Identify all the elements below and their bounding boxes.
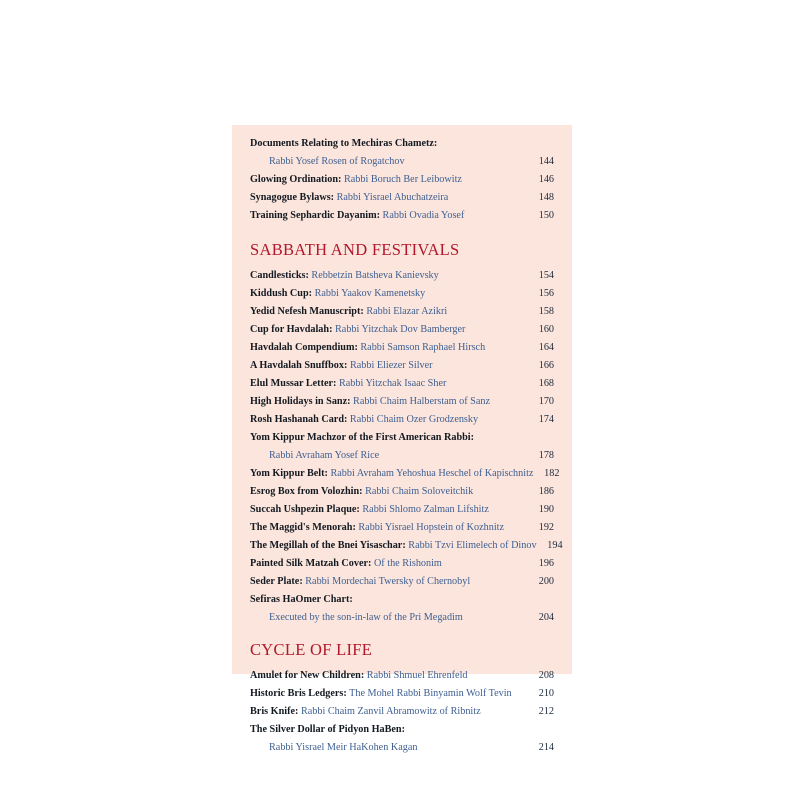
toc-entry-text	[250, 667, 528, 685]
toc-entry-text	[250, 321, 528, 339]
toc-entry-person: Rabbi Chaim Halberstam of Sanz	[353, 396, 490, 407]
toc-entry-text	[250, 483, 528, 501]
toc-entry	[250, 153, 554, 171]
toc-entry-person: Rabbi Boruch Ber Leibowitz	[343, 174, 462, 185]
toc-entry-page-number: 154	[538, 270, 554, 281]
toc-entry-person: Rabbi Shlomo Zalman Lifshitz	[362, 504, 489, 515]
toc-entry-person: Rabbi Tzvi Elimelech of Dinov	[408, 540, 537, 551]
toc-entry-title: Glowing Ordination:	[250, 174, 342, 185]
toc-entry-page-number: 214	[538, 742, 554, 753]
toc-entry-person: Rabbi Eliezer Silver	[349, 360, 433, 371]
toc-entry-page-number: 212	[538, 706, 554, 717]
toc-entry-person: Rabbi Ovadia Yosef	[382, 210, 465, 221]
toc-entry-person: Rebbetzin Batsheva Kanievsky	[311, 270, 439, 281]
toc-entry-page-number: 164	[538, 342, 554, 353]
toc-entry-page-number: 158	[538, 306, 554, 317]
toc-entry	[250, 411, 554, 429]
toc-entry-page-number: 190	[538, 504, 554, 515]
toc-entry	[250, 321, 554, 339]
toc-entry	[250, 171, 554, 189]
toc-entry-text	[250, 303, 528, 321]
toc-entry-person: Rabbi Yaakov Kamenetsky	[314, 288, 426, 299]
toc-entry-page-number: 200	[538, 576, 554, 587]
toc-entry-person: The Mohel Rabbi Binyamin Wolf Tevin	[349, 688, 512, 699]
toc-entry-page-number: 194	[547, 540, 563, 551]
toc-entry	[250, 537, 563, 555]
toc-entry-title: Bris Knife:	[250, 706, 299, 717]
toc-entry-page-number: 182	[544, 468, 560, 479]
toc-entry-title: High Holidays in Sanz:	[250, 396, 351, 407]
toc-entry-title: Succah Ushpezin Plaque:	[250, 504, 360, 515]
toc-entry-text	[250, 339, 528, 357]
toc-entry-title: The Maggid's Menorah:	[250, 522, 356, 533]
toc-entry-person: Rabbi Yisrael Hopstein of Kozhnitz	[358, 522, 505, 533]
toc-entry	[250, 591, 554, 609]
toc-entry	[250, 393, 554, 411]
section-heading: CYCLE OF LIFE	[250, 640, 373, 659]
book-page-scan	[232, 125, 572, 753]
toc-entry-person: Rabbi Elazar Azikri	[366, 306, 448, 317]
toc-entry-page-number: 210	[538, 688, 554, 699]
toc-entry-text	[250, 573, 528, 591]
toc-entry-text	[250, 739, 528, 757]
toc-entry-title: Synagogue Bylaws:	[250, 192, 335, 203]
toc-entry-person: Rabbi Yitzchak Dov Bamberger	[335, 324, 466, 335]
toc-entry-text	[250, 519, 528, 537]
toc-entry-person: Rabbi Samson Raphael Hirsch	[360, 342, 486, 353]
toc-entry-page-number: 150	[538, 210, 554, 221]
toc-entry	[250, 135, 554, 153]
toc-entry-page-number: 192	[538, 522, 554, 533]
toc-entry-title: Yom Kippur Belt:	[250, 468, 328, 479]
toc-entry-title: Training Sephardic Dayanim:	[250, 210, 380, 221]
toc-entry	[250, 303, 554, 321]
toc-entry-page-number: 186	[538, 486, 554, 497]
toc-entry-page-number: 156	[538, 288, 554, 299]
toc-entry-person: Rabbi Chaim Soloveitchik	[365, 486, 474, 497]
toc-entry-text	[250, 267, 528, 285]
toc-entry-title: The Megillah of the Bnei Yisaschar:	[250, 540, 406, 551]
toc-entry	[250, 207, 554, 225]
toc-entry-title: The Silver Dollar of Pidyon HaBen:	[250, 724, 405, 735]
toc-entry	[250, 483, 554, 501]
toc-entry-person: Rabbi Yisrael Abuchatzeira	[336, 192, 449, 203]
toc-entry-page-number: 168	[538, 378, 554, 389]
toc-entry-title: Rosh Hashanah Card:	[250, 414, 348, 425]
toc-entry-page-number: 148	[538, 192, 554, 203]
toc-entry-title: A Havdalah Snuffbox:	[250, 360, 348, 371]
toc-entry-page-number: 204	[538, 612, 554, 623]
toc-entry-text	[250, 685, 528, 703]
toc-entry	[250, 189, 554, 207]
toc-entry-text	[250, 429, 528, 447]
toc-entry-person: Rabbi Shmuel Ehrenfeld	[366, 670, 468, 681]
toc-entry-text	[250, 555, 528, 573]
toc-entry-text	[250, 703, 528, 721]
toc-entry-title: Candlesticks:	[250, 270, 309, 281]
toc-entry-title: Cup for Havdalah:	[250, 324, 333, 335]
toc-entry-text	[250, 501, 528, 519]
toc-entry-title: Painted Silk Matzah Cover:	[250, 558, 372, 569]
toc-entry-person: Executed by the son-in-law of the Pri Megadim	[269, 612, 463, 623]
toc-entry	[250, 739, 554, 757]
toc-entry-text	[250, 171, 528, 189]
toc-entry-title: Yom Kippur Machzor of the First American Rabbi:	[250, 432, 475, 443]
toc-entry	[250, 667, 554, 685]
toc-entry	[250, 609, 554, 627]
toc-entry-text	[250, 609, 528, 627]
toc-entry-person: Rabbi Yosef Rosen of Rogatchov	[269, 156, 405, 167]
toc-entry-text	[250, 135, 528, 153]
section-heading-spacer	[250, 659, 554, 667]
toc-entry-person: Rabbi Chaim Zanvil Abramowitz of Ribnitz	[300, 706, 481, 717]
toc-entry	[250, 339, 554, 357]
toc-sections	[250, 225, 563, 757]
toc-entry-text	[250, 591, 528, 609]
section-spacer	[250, 225, 554, 241]
toc-continued-entries	[250, 135, 554, 225]
toc-entry	[250, 555, 554, 573]
toc-entry-text	[250, 447, 528, 465]
toc-entry-text	[250, 465, 533, 483]
toc-entry-title: Esrog Box from Volozhin:	[250, 486, 363, 497]
toc-entry	[250, 501, 554, 519]
toc-entry-person: Of the Rishonim	[373, 558, 442, 569]
toc-entry	[250, 429, 554, 447]
toc-entry-person: Rabbi Mordechai Twersky of Chernobyl	[305, 576, 471, 587]
toc-entry-text	[250, 411, 528, 429]
toc-entry-text	[250, 357, 528, 375]
toc-entry-title: Havdalah Compendium:	[250, 342, 358, 353]
toc-entry-page-number: 146	[538, 174, 554, 185]
toc-entry-text	[250, 189, 528, 207]
toc-entry-title: Historic Bris Ledgers:	[250, 688, 347, 699]
toc-entry-title: Yedid Nefesh Manuscript:	[250, 306, 364, 317]
toc-entry-text	[250, 393, 528, 411]
toc-entry	[250, 519, 554, 537]
spacer-top	[250, 125, 554, 135]
section-heading-spacer	[250, 259, 554, 267]
toc-entry	[250, 573, 554, 591]
toc-entry	[250, 267, 554, 285]
toc-entry-person: Rabbi Yitzchak Isaac Sher	[338, 378, 447, 389]
toc-entry-page-number: 196	[538, 558, 554, 569]
toc-entry-text	[250, 285, 528, 303]
toc-entry	[250, 703, 554, 721]
toc-entry-title: Seder Plate:	[250, 576, 303, 587]
toc-entry-page-number: 170	[538, 396, 554, 407]
toc-entry	[250, 447, 554, 465]
toc-entry	[250, 285, 554, 303]
toc-entry	[250, 375, 554, 393]
toc-entry-text	[250, 721, 528, 739]
toc-entry-title: Amulet for New Children:	[250, 670, 365, 681]
toc-entry-person: Rabbi Avraham Yehoshua Heschel of Kapischnitz	[330, 468, 534, 479]
toc-entry-page-number: 174	[538, 414, 554, 425]
toc-entry-person: Rabbi Chaim Ozer Grodzensky	[349, 414, 479, 425]
toc-entry-page-number: 166	[538, 360, 554, 371]
toc-entry-text	[250, 537, 537, 555]
toc-entry	[250, 465, 560, 483]
toc-entry-text	[250, 375, 528, 393]
toc-entry-title: Documents Relating to Mechiras Chametz:	[250, 138, 438, 149]
toc-entry	[250, 357, 554, 375]
toc-entry-title: Kiddush Cup:	[250, 288, 313, 299]
table-of-contents	[250, 125, 563, 757]
toc-entry	[250, 721, 554, 739]
toc-entry-text	[250, 207, 528, 225]
toc-entry-person: Rabbi Avraham Yosef Rice	[269, 450, 380, 461]
toc-entry-title: Elul Mussar Letter:	[250, 378, 337, 389]
toc-entry-title: Sefiras HaOmer Chart:	[250, 594, 353, 605]
section-spacer	[250, 627, 554, 641]
toc-entry-person: Rabbi Yisrael Meir HaKohen Kagan	[269, 742, 418, 753]
toc-entry-page-number: 144	[538, 156, 554, 167]
toc-entry	[250, 685, 554, 703]
toc-entry-page-number: 160	[538, 324, 554, 335]
toc-entry-text	[250, 153, 528, 171]
section-heading: SABBATH AND FESTIVALS	[250, 240, 460, 259]
toc-entry-page-number: 178	[538, 450, 554, 461]
toc-entry-page-number: 208	[538, 670, 554, 681]
